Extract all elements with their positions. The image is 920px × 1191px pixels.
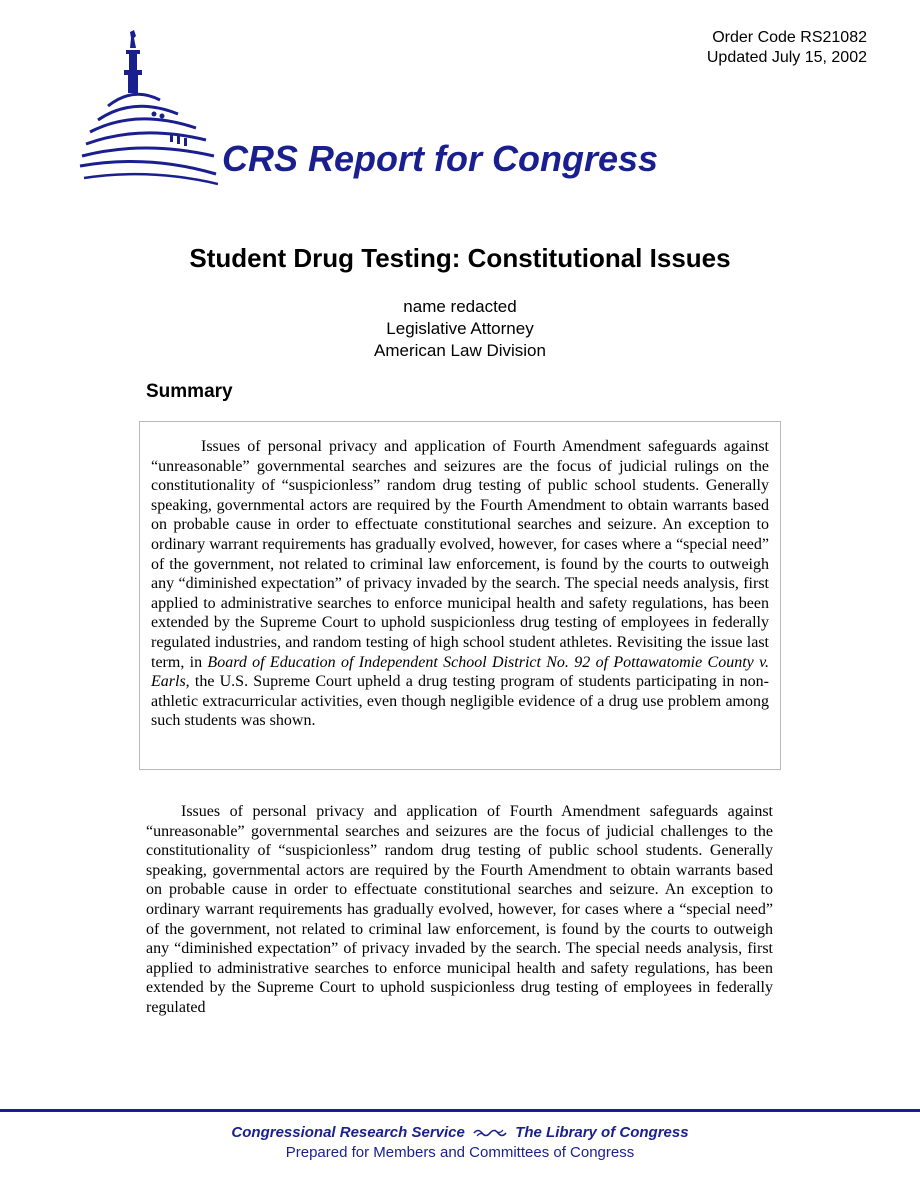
footer-divider <box>0 1109 920 1112</box>
document-title: Student Drug Testing: Constitutional Issues <box>189 243 731 273</box>
footer-service-line <box>0 1124 920 1142</box>
footer-prepared-line: Prepared for Members and Committees of Congress <box>285 1144 635 1161</box>
capitol-dome-icon <box>78 28 218 188</box>
author-role: Legislative Attorney <box>386 319 534 338</box>
summary-paragraph <box>151 437 769 731</box>
crs-logo-text: CRS Report for Congress <box>222 138 659 179</box>
summary-text-part2: , the U.S. Supreme Court upheld a drug testing program of students participating in non-athletic extracurricular activities, even though negligible evidence of a drug use problem among such students was shown. <box>151 673 769 730</box>
summary-text-part1: Issues of personal privacy and application of Fourth Amendment safeguards against “unreasonable” governmental searches and seizures are the focus of judicial rulings on the constitutionality of “suspicionless” random drug testing of public school students. Generally speaking, governmental actors are required by the Fourth Amendment to obtain warrants based on probable cause in order to effectuate constitutional searches and seizure. An exception to ordinary warrant requirements has gradually evolved, however, for cases where a “special need” of the government, not related to criminal law enforcement, is found by the courts to outweigh any “diminished expectation” of privacy invaded by the search. The special needs analysis, first applied to administrative searches to enforce municipal health and safety regulations, has been extended by the Supreme Court to uphold suspicionless drug testing of employees in federally regulated industries, and random testing of high school student athletes. Revisiting the issue last term, in <box>151 438 769 671</box>
footer-crs: Congressional Research Service <box>231 1124 465 1141</box>
body-paragraph: Issues of personal privacy and application of Fourth Amendment safeguards against “unreasonable” governmental searches and seizures are the focus of judicial challenges to the constitutionality of “suspicionless” random drug testing of public school students. Generally speaking, governmental actors are required by the Fourth Amendment to obtain warrants based on probable cause in order to effectuate constitutional searches and seizure. An exception to ordinary warrant requirements has gradually evolved, however, for cases where a “special need” of the government, not related to criminal law enforcement, is found by the courts to outweigh any “diminished expectation” of privacy invaded by the search. The special needs analysis, first applied to administrative searches to enforce municipal health and safety regulations, has been extended by the Supreme Court to uphold suspicionless drug testing of employees in federally regulated <box>146 803 773 1016</box>
author-name: name redacted <box>403 297 517 316</box>
case-citation: Board of Education of Independent School District No. 92 of Pottawatomie County v. Earls <box>151 653 770 691</box>
summary-heading: Summary <box>146 381 233 402</box>
author-division: American Law Division <box>374 341 546 360</box>
order-code: Order Code RS21082 <box>712 29 867 46</box>
footer-library: The Library of Congress <box>515 1124 689 1141</box>
order-code-block <box>707 28 867 68</box>
ornament-icon <box>473 1125 507 1142</box>
updated-date: Updated July 15, 2002 <box>706 49 867 66</box>
